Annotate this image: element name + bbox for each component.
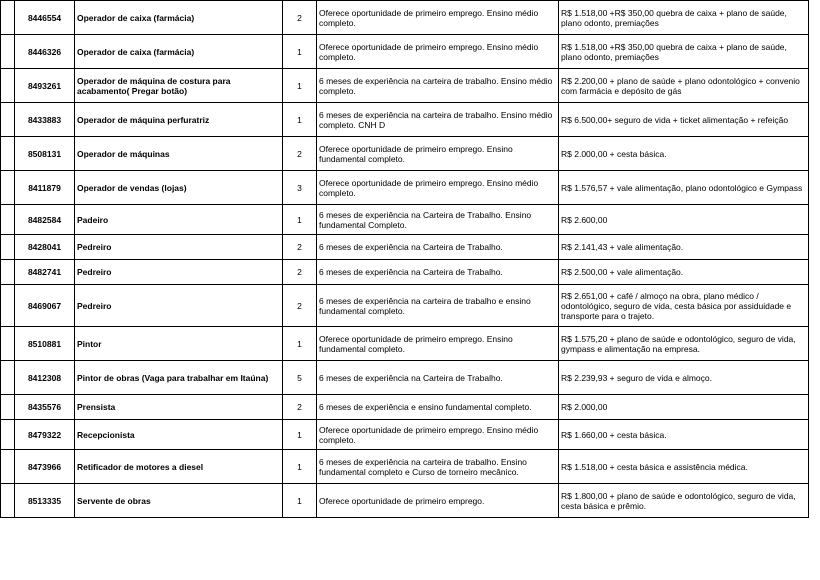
row-edge-cell: [1, 103, 15, 137]
job-title-cell: Recepcionista: [75, 420, 283, 450]
job-title-cell: Servente de obras: [75, 484, 283, 518]
job-title-cell: Pintor de obras (Vaga para trabalhar em Itaúna): [75, 361, 283, 395]
table-row: [1, 484, 809, 518]
job-code-cell: 8473966: [15, 450, 75, 484]
table-row: [1, 420, 809, 450]
row-edge-cell: [1, 327, 15, 361]
job-code-cell: 8508131: [15, 137, 75, 171]
salary-benefits-cell: R$ 1.575,20 + plano de saúde e odontológico, seguro de vida, gympass e alimentação na empresa.: [559, 327, 809, 361]
requirements-cell: 6 meses de experiência na Carteira de Trabalho. Ensino fundamental Completo.: [317, 205, 559, 235]
row-edge-cell: [1, 235, 15, 260]
vacancy-count-cell: 5: [283, 361, 317, 395]
salary-benefits-cell: R$ 2.141,43 + vale alimentação.: [559, 235, 809, 260]
vacancy-count-cell: 1: [283, 484, 317, 518]
job-code-cell: 8482584: [15, 205, 75, 235]
salary-benefits-cell: R$ 2.200,00 + plano de saúde + plano odontológico + convenio com farmácia e depósito de gás: [559, 69, 809, 103]
job-title-cell: Pedreiro: [75, 260, 283, 285]
table-row: [1, 205, 809, 235]
requirements-cell: 6 meses de experiência na carteira de trabalho. Ensino médio completo. CNH D: [317, 103, 559, 137]
vacancy-count-cell: 1: [283, 205, 317, 235]
row-edge-cell: [1, 171, 15, 205]
vacancy-count-cell: 2: [283, 137, 317, 171]
row-edge-cell: [1, 450, 15, 484]
job-code-cell: 8482741: [15, 260, 75, 285]
salary-benefits-cell: R$ 2.000,00: [559, 395, 809, 420]
row-edge-cell: [1, 260, 15, 285]
table-row: [1, 361, 809, 395]
vacancy-count-cell: 2: [283, 260, 317, 285]
row-edge-cell: [1, 137, 15, 171]
vacancy-count-cell: 2: [283, 285, 317, 327]
salary-benefits-cell: R$ 2.600,00: [559, 205, 809, 235]
vacancy-count-cell: 1: [283, 450, 317, 484]
salary-benefits-cell: R$ 1.660,00 + cesta básica.: [559, 420, 809, 450]
vacancy-count-cell: 2: [283, 395, 317, 420]
job-code-cell: 8513335: [15, 484, 75, 518]
requirements-cell: Oferece oportunidade de primeiro emprego. Ensino médio completo.: [317, 1, 559, 35]
job-code-cell: 8446554: [15, 1, 75, 35]
job-title-cell: Pedreiro: [75, 235, 283, 260]
salary-benefits-cell: R$ 1.800,00 + plano de saúde e odontológico, seguro de vida, cesta básica e prêmio.: [559, 484, 809, 518]
job-code-cell: 8433883: [15, 103, 75, 137]
job-code-cell: 8428041: [15, 235, 75, 260]
table-row: [1, 395, 809, 420]
row-edge-cell: [1, 35, 15, 69]
salary-benefits-cell: R$ 2.000,00 + cesta básica.: [559, 137, 809, 171]
job-title-cell: Retificador de motores a diesel: [75, 450, 283, 484]
requirements-cell: Oferece oportunidade de primeiro emprego. Ensino fundamental completo.: [317, 327, 559, 361]
table-row: [1, 1, 809, 35]
salary-benefits-cell: R$ 6.500,00+ seguro de vida + ticket alimentação + refeição: [559, 103, 809, 137]
requirements-cell: 6 meses de experiência na Carteira de Trabalho.: [317, 361, 559, 395]
salary-benefits-cell: R$ 2.239,93 + seguro de vida e almoço.: [559, 361, 809, 395]
vacancy-count-cell: 1: [283, 103, 317, 137]
requirements-cell: 6 meses de experiência na Carteira de Trabalho.: [317, 260, 559, 285]
vacancy-count-cell: 1: [283, 69, 317, 103]
requirements-cell: Oferece oportunidade de primeiro emprego. Ensino fundamental completo.: [317, 137, 559, 171]
job-title-cell: Pedreiro: [75, 285, 283, 327]
row-edge-cell: [1, 285, 15, 327]
salary-benefits-cell: R$ 2.651,00 + café / almoço na obra, plano médico / odontológico, seguro de vida, cesta básica por assiduidade e transporte para o trajeto.: [559, 285, 809, 327]
job-title-cell: Padeiro: [75, 205, 283, 235]
table-row: [1, 137, 809, 171]
vacancy-count-cell: 1: [283, 327, 317, 361]
requirements-cell: 6 meses de experiência na carteira de trabalho. Ensino fundamental completo e Curso de torneiro mecânico.: [317, 450, 559, 484]
table-row: [1, 260, 809, 285]
requirements-cell: Oferece oportunidade de primeiro emprego. Ensino médio completo.: [317, 171, 559, 205]
table-row: [1, 69, 809, 103]
vacancy-count-cell: 3: [283, 171, 317, 205]
job-code-cell: 8435576: [15, 395, 75, 420]
requirements-cell: 6 meses de experiência na carteira de trabalho e ensino fundamental completo.: [317, 285, 559, 327]
table-row: [1, 285, 809, 327]
vacancy-count-cell: 1: [283, 420, 317, 450]
salary-benefits-cell: R$ 1.518,00 + cesta básica e assistência médica.: [559, 450, 809, 484]
vacancy-count-cell: 2: [283, 1, 317, 35]
salary-benefits-cell: R$ 1.576,57 + vale alimentação, plano odontológico e Gympass: [559, 171, 809, 205]
requirements-cell: 6 meses de experiência na Carteira de Trabalho.: [317, 235, 559, 260]
table-row: [1, 327, 809, 361]
table-row: [1, 103, 809, 137]
job-code-cell: 8446326: [15, 35, 75, 69]
job-code-cell: 8493261: [15, 69, 75, 103]
job-title-cell: Operador de máquinas: [75, 137, 283, 171]
requirements-cell: Oferece oportunidade de primeiro emprego. Ensino médio completo.: [317, 420, 559, 450]
row-edge-cell: [1, 395, 15, 420]
job-code-cell: 8469067: [15, 285, 75, 327]
vacancy-count-cell: 2: [283, 235, 317, 260]
salary-benefits-cell: R$ 2.500,00 + vale alimentação.: [559, 260, 809, 285]
job-code-cell: 8479322: [15, 420, 75, 450]
salary-benefits-cell: R$ 1.518,00 +R$ 350,00 quebra de caixa + plano de saúde, plano odonto, premiações: [559, 1, 809, 35]
job-code-cell: 8411879: [15, 171, 75, 205]
salary-benefits-cell: R$ 1.518,00 +R$ 350,00 quebra de caixa + plano de saúde, plano odonto, premiações: [559, 35, 809, 69]
job-title-cell: Operador de caixa (farmácia): [75, 35, 283, 69]
job-code-cell: 8412308: [15, 361, 75, 395]
table-row: [1, 35, 809, 69]
requirements-cell: Oferece oportunidade de primeiro emprego.: [317, 484, 559, 518]
job-title-cell: Operador de caixa (farmácia): [75, 1, 283, 35]
table-row: [1, 171, 809, 205]
job-title-cell: Operador de vendas (lojas): [75, 171, 283, 205]
table-row: [1, 450, 809, 484]
job-table-body: [1, 1, 809, 518]
job-title-cell: Operador de máquina perfuratriz: [75, 103, 283, 137]
table-row: [1, 235, 809, 260]
requirements-cell: 6 meses de experiência na carteira de trabalho. Ensino médio completo.: [317, 69, 559, 103]
job-title-cell: Pintor: [75, 327, 283, 361]
row-edge-cell: [1, 1, 15, 35]
vacancy-count-cell: 1: [283, 35, 317, 69]
row-edge-cell: [1, 420, 15, 450]
job-code-cell: 8510881: [15, 327, 75, 361]
requirements-cell: Oferece oportunidade de primeiro emprego. Ensino médio completo.: [317, 35, 559, 69]
row-edge-cell: [1, 484, 15, 518]
row-edge-cell: [1, 69, 15, 103]
requirements-cell: 6 meses de experiência e ensino fundamental completo.: [317, 395, 559, 420]
row-edge-cell: [1, 361, 15, 395]
job-title-cell: Operador de máquina de costura para acabamento( Pregar botão): [75, 69, 283, 103]
row-edge-cell: [1, 205, 15, 235]
job-title-cell: Prensista: [75, 395, 283, 420]
